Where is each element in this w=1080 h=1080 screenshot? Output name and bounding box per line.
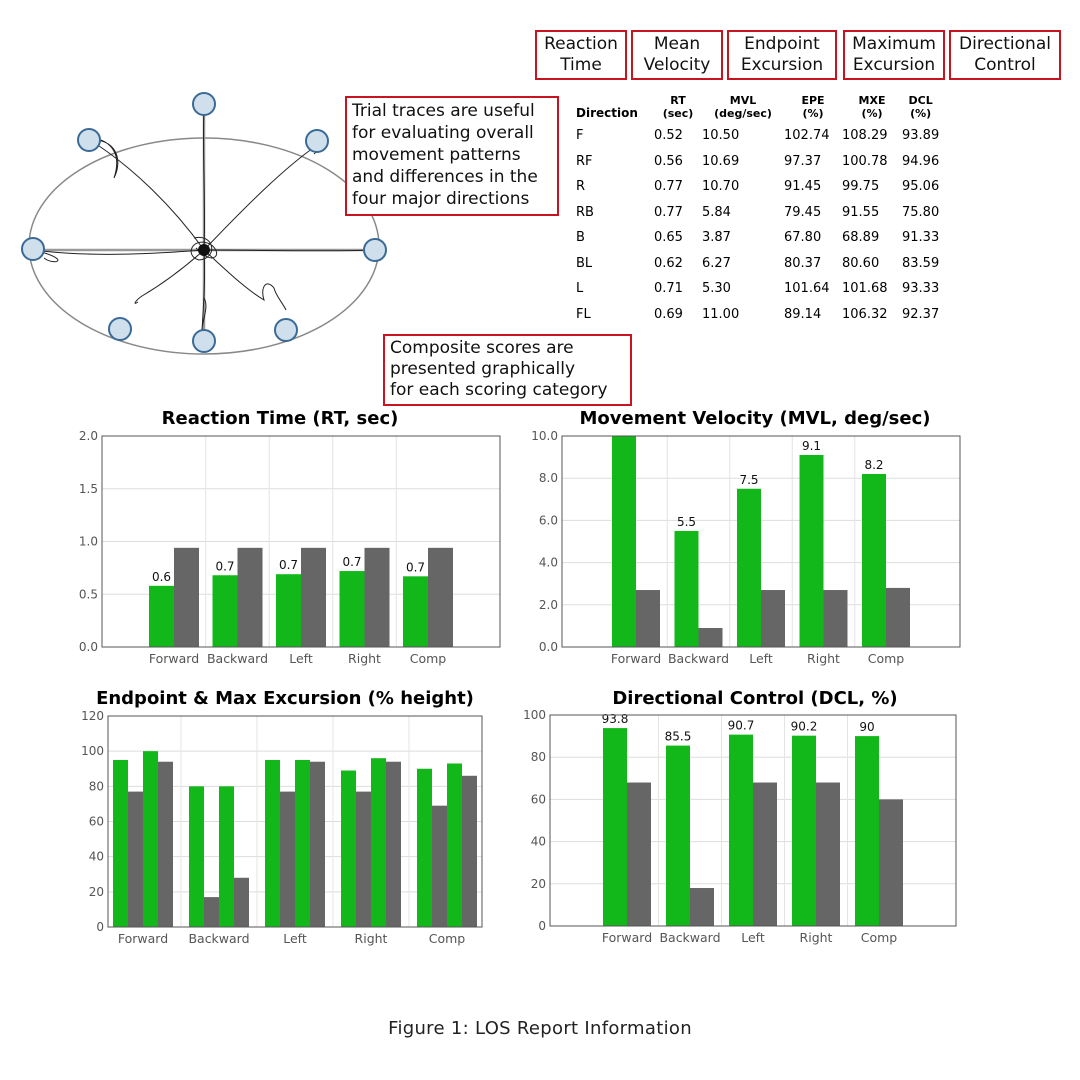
callout-composite-scores <box>383 334 632 406</box>
table-cell: 91.45 <box>784 179 822 195</box>
y-tick-label: 6.0 <box>538 513 558 528</box>
bar-norm <box>204 897 219 927</box>
table-row <box>576 200 939 226</box>
callout-line: movement patterns <box>352 145 521 165</box>
chart-title-reaction-time: Reaction Time (RT, sec) <box>161 408 399 429</box>
y-tick-label: 40 <box>88 849 104 864</box>
table-cell: 80.37 <box>784 255 822 271</box>
x-tick-label: Backward <box>667 651 730 666</box>
table-cell: 94.96 <box>902 153 940 169</box>
header-box-directional-control <box>949 30 1061 80</box>
bar-patient <box>612 436 636 647</box>
bar-norm <box>234 878 249 927</box>
trace-right-forward <box>204 144 320 250</box>
table-cell: 92.37 <box>902 306 940 322</box>
callout-line: for evaluating overall <box>352 123 534 143</box>
x-tick-label: Forward <box>610 651 662 666</box>
table-cell: 83.59 <box>902 255 940 271</box>
table-row <box>576 302 939 328</box>
callout-line: presented graphically <box>390 359 576 379</box>
table-cell: 5.84 <box>702 204 731 220</box>
x-tick-label: Right <box>354 931 388 946</box>
x-tick-label: Backward <box>206 651 269 666</box>
table-cell: 99.75 <box>842 179 880 195</box>
y-tick-label: 100 <box>523 708 546 722</box>
table-row <box>576 225 939 251</box>
callout-line: four major directions <box>352 189 530 209</box>
column-header-dcl <box>902 94 939 123</box>
header-box-line: Endpoint <box>744 34 820 54</box>
column-header-unit: (%) <box>910 107 932 120</box>
header-box-reaction-time <box>535 30 627 80</box>
table-header-row <box>576 94 939 123</box>
y-tick-label: 20 <box>88 884 104 899</box>
table-cell: 0.65 <box>654 230 683 246</box>
table-cell: 75.80 <box>902 204 940 220</box>
table-cell: 95.06 <box>902 179 940 195</box>
x-tick-label: Left <box>749 651 773 666</box>
x-tick-label: Forward <box>148 651 200 666</box>
target-left <box>22 238 44 260</box>
bar-patient <box>855 736 879 926</box>
y-tick-label: 60 <box>88 814 104 829</box>
bar-norm <box>128 792 143 927</box>
column-header-unit: (%) <box>861 107 883 120</box>
table-cell: 100.78 <box>842 153 888 169</box>
callout-line: for each scoring category <box>390 380 608 400</box>
bar-patient <box>371 758 386 927</box>
bar-patient <box>265 760 280 927</box>
table-cell: 10.50 <box>702 128 740 144</box>
trial-trace-diagram <box>14 88 394 358</box>
x-tick-label: Right <box>348 651 381 666</box>
data-label: 8.2 <box>864 457 884 472</box>
trace-left-forward <box>84 138 204 250</box>
header-box-maximum-excursion <box>843 30 945 80</box>
table-cell: 0.69 <box>654 306 683 322</box>
y-tick-label: 2.0 <box>78 429 98 443</box>
callout-line: Trial traces are useful <box>352 101 535 121</box>
target-left-forward <box>78 129 100 151</box>
chart-title-excursion: Endpoint & Max Excursion (% height) <box>96 688 474 709</box>
y-tick-label: 40 <box>530 834 546 849</box>
header-box-line: Velocity <box>643 55 711 75</box>
chart-title-movement-velocity: Movement Velocity (MVL, deg/sec) <box>579 408 931 429</box>
table-cell: 108.29 <box>842 128 888 144</box>
x-tick-label: Comp <box>428 931 466 946</box>
bar-norm <box>690 888 714 926</box>
table-cell: 0.77 <box>654 204 683 220</box>
bar-norm <box>879 799 903 926</box>
table-cell: F <box>576 128 584 144</box>
y-tick-label: 80 <box>88 779 104 794</box>
data-label: 0.7 <box>215 559 235 574</box>
data-label: 90.2 <box>790 719 818 734</box>
chart-excursion <box>60 705 500 955</box>
data-label: 93.8 <box>601 712 629 727</box>
header-box-line: Excursion <box>740 55 824 75</box>
table-cell: 3.87 <box>702 230 731 246</box>
data-label: 0.7 <box>278 558 299 573</box>
y-tick-label: 0 <box>96 920 104 934</box>
y-tick-label: 2.0 <box>538 597 558 612</box>
bar-patient <box>213 575 238 647</box>
column-header-label: Direction <box>576 106 638 120</box>
table-cell: L <box>576 281 584 297</box>
table-cell: 0.62 <box>654 255 683 271</box>
table-cell: 101.68 <box>842 281 888 297</box>
table-cell: FL <box>576 306 591 322</box>
data-label: 0.7 <box>405 560 426 575</box>
target-right-back <box>275 319 297 341</box>
column-header-label: RT <box>670 94 686 107</box>
bar-patient <box>189 786 204 927</box>
column-header-unit: (%) <box>802 107 824 120</box>
data-label: 85.5 <box>664 729 692 744</box>
bar-norm <box>699 628 723 647</box>
x-tick-label: Right <box>799 930 833 945</box>
bar-patient <box>800 455 824 647</box>
table-cell: RF <box>576 153 593 169</box>
table-cell: 11.00 <box>702 306 740 322</box>
bar-norm <box>886 588 910 647</box>
target-right-forward <box>306 130 328 152</box>
column-header-unit: (sec) <box>662 107 694 120</box>
x-tick-label: Forward <box>117 931 169 946</box>
bar-patient <box>341 771 356 927</box>
x-tick-label: Backward <box>659 930 721 945</box>
bar-norm <box>462 776 477 927</box>
y-tick-label: 10.0 <box>531 429 558 443</box>
column-header-label: DCL <box>908 94 933 107</box>
bar-patient <box>675 531 699 647</box>
table-cell: 97.37 <box>784 153 822 169</box>
table-row <box>576 123 939 149</box>
bar-patient <box>340 571 365 647</box>
table-cell: 0.52 <box>654 128 683 144</box>
y-tick-label: 1.5 <box>78 481 98 496</box>
data-label: 0.6 <box>151 569 172 584</box>
x-tick-label: Comp <box>409 651 447 666</box>
trace-left <box>34 250 204 262</box>
header-box-line: Maximum <box>852 34 936 54</box>
bar-patient <box>113 760 128 927</box>
x-tick-label: Backward <box>188 931 250 946</box>
bar-patient <box>403 576 428 647</box>
bar-patient <box>219 786 234 927</box>
bar-norm <box>627 783 651 926</box>
table-cell: 93.89 <box>902 128 940 144</box>
chart-reaction-time <box>60 425 500 675</box>
header-box-line: Reaction <box>544 34 618 54</box>
table-cell: RB <box>576 204 594 220</box>
y-tick-label: 1.0 <box>78 534 98 549</box>
table-cell: 0.71 <box>654 281 683 297</box>
table-cell: 89.14 <box>784 306 822 322</box>
los-results-table <box>576 94 939 327</box>
x-tick-label: Comp <box>867 651 905 666</box>
callout-trial-traces <box>345 96 559 216</box>
column-header-mxe <box>842 94 902 123</box>
bar-patient <box>417 769 432 927</box>
table-cell: 102.74 <box>784 128 830 144</box>
bar-patient <box>295 760 310 927</box>
y-tick-label: 0.5 <box>78 587 98 602</box>
table-cell: R <box>576 179 586 195</box>
column-header-mvl <box>702 94 784 123</box>
data-label: 90 <box>859 720 875 735</box>
table-cell: 79.45 <box>784 204 822 220</box>
table-cell: 10.70 <box>702 179 740 195</box>
y-tick-label: 0.0 <box>78 640 98 654</box>
callout-line: Composite scores are <box>390 338 574 358</box>
table-cell: 0.77 <box>654 179 683 195</box>
column-header-direction <box>576 94 654 123</box>
trace-right-back <box>204 250 286 310</box>
table-row <box>576 174 939 200</box>
table-cell: 101.64 <box>784 281 830 297</box>
column-header-unit: (deg/sec) <box>714 107 772 120</box>
table-cell: BL <box>576 255 593 271</box>
bar-patient <box>149 586 174 647</box>
chart-directional-control <box>523 705 970 955</box>
header-box-mean-velocity <box>631 30 723 80</box>
bar-norm <box>238 548 263 647</box>
figure-caption: Figure 1: LOS Report Information <box>388 1018 692 1039</box>
column-header-epe <box>784 94 842 123</box>
table-body <box>576 123 939 327</box>
y-tick-label: 0.0 <box>538 640 558 654</box>
table-cell: 5.30 <box>702 281 731 297</box>
y-tick-label: 120 <box>81 709 104 723</box>
column-header-label: MVL <box>729 94 757 107</box>
data-label: 7.5 <box>739 472 759 487</box>
center-point <box>198 244 210 256</box>
table-cell: 10.69 <box>702 153 740 169</box>
bar-norm <box>365 548 390 647</box>
table-cell: 91.33 <box>902 230 940 246</box>
bar-norm <box>428 548 453 647</box>
x-tick-label: Left <box>741 930 765 945</box>
chart-movement-velocity <box>530 425 970 675</box>
table-cell: 68.89 <box>842 230 880 246</box>
y-tick-label: 20 <box>530 876 546 891</box>
y-tick-label: 80 <box>530 750 546 765</box>
bar-norm <box>386 762 401 927</box>
table-cell: B <box>576 230 585 246</box>
y-tick-label: 0 <box>538 919 546 933</box>
y-tick-label: 8.0 <box>538 471 558 486</box>
x-tick-label: Left <box>289 651 313 666</box>
bar-patient <box>143 751 158 927</box>
table-row <box>576 251 939 277</box>
x-tick-label: Left <box>283 931 307 946</box>
data-label: 9.1 <box>801 438 822 453</box>
bar-norm <box>310 762 325 927</box>
table-cell: 67.80 <box>784 230 822 246</box>
table-cell: 80.60 <box>842 255 880 271</box>
bar-norm <box>816 783 840 926</box>
header-box-line: Control <box>974 55 1036 75</box>
chart-title-directional-control: Directional Control (DCL, %) <box>612 688 898 709</box>
bar-patient <box>276 574 301 647</box>
table-row <box>576 276 939 302</box>
bar-patient <box>737 489 761 647</box>
x-tick-label: Forward <box>601 930 653 945</box>
bar-patient <box>666 746 690 926</box>
data-label: 5.5 <box>676 514 697 529</box>
target-forward <box>193 93 215 115</box>
header-box-line: Excursion <box>852 55 936 75</box>
bar-norm <box>356 792 371 927</box>
target-left-back <box>109 318 131 340</box>
bar-patient <box>447 763 462 927</box>
bar-patient <box>603 728 627 926</box>
bar-norm <box>753 783 777 926</box>
data-label: 90.7 <box>727 718 755 733</box>
y-tick-label: 100 <box>81 744 104 759</box>
bar-patient <box>729 735 753 926</box>
bar-patient <box>792 736 816 926</box>
y-tick-label: 4.0 <box>538 555 558 570</box>
callout-line: and differences in the <box>352 167 538 187</box>
bar-norm <box>761 590 785 647</box>
table-cell: 93.33 <box>902 281 940 297</box>
table-cell: 91.55 <box>842 204 880 220</box>
bar-norm <box>158 762 173 927</box>
table-cell: 6.27 <box>702 255 731 271</box>
bar-patient <box>862 474 886 647</box>
bar-norm <box>824 590 848 647</box>
bar-norm <box>174 548 199 647</box>
table-row <box>576 149 939 175</box>
x-tick-label: Comp <box>860 930 898 945</box>
header-box-line: Directional <box>959 34 1051 54</box>
header-box-line: Time <box>560 55 602 75</box>
target-right <box>364 239 386 261</box>
column-header-label: EPE <box>801 94 825 107</box>
column-header-rt <box>654 94 702 123</box>
bar-norm <box>280 792 295 927</box>
y-tick-label: 60 <box>530 792 546 807</box>
bar-norm <box>301 548 326 647</box>
bar-norm <box>432 806 447 927</box>
data-label: 0.7 <box>342 555 362 570</box>
trace-left-back <box>135 250 204 303</box>
table-cell: 0.56 <box>654 153 683 169</box>
table-cell: 106.32 <box>842 306 888 322</box>
header-box-line: Mean <box>653 34 701 54</box>
bar-norm <box>636 590 660 647</box>
x-tick-label: Right <box>807 651 840 666</box>
header-box-endpoint-excursion <box>727 30 837 80</box>
target-back <box>193 330 215 352</box>
column-header-label: MXE <box>858 94 886 107</box>
